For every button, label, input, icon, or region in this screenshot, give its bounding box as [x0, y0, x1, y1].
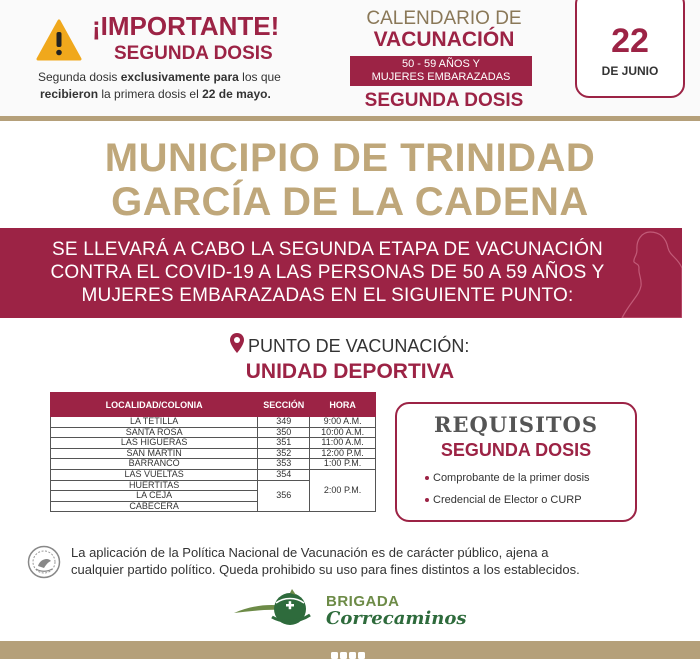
announcement-text	[30, 238, 625, 307]
national-seal-icon	[27, 545, 61, 579]
calendar-dose-label: SEGUNDA DOSIS	[364, 90, 524, 111]
municipality-title-line2: GARCÍA DE LA CADENA	[111, 180, 589, 224]
twitter-icon[interactable]	[340, 652, 347, 659]
legal-notice-line2: cualquier partido político. Queda prohibido su uso para fines distintos a los establecidos.	[71, 562, 580, 577]
locality-cell: LAS HIGUERAS	[51, 438, 258, 449]
date-month: DE JUNIO	[601, 64, 659, 78]
calendar-title-line1: CALENDARIO DE	[366, 8, 522, 29]
column-header-section: SECCIÓN	[258, 393, 310, 417]
section-cell: 352	[258, 448, 310, 459]
schedule-grid	[50, 392, 376, 512]
calendar-title-line2: VACUNACIÓN	[373, 28, 515, 51]
announcement-line3: MUJERES EMBARAZADAS EN EL SIGUIENTE PUNTO:	[81, 285, 574, 306]
date-day: 22	[611, 22, 649, 60]
bullet-icon	[425, 498, 429, 502]
time-cell: 11:00 A.M.	[310, 438, 376, 449]
calendar-age-line2: MUJERES EMBARAZADAS	[371, 71, 511, 83]
announcement-line1: SE LLEVARÁ A CABO LA SEGUNDA ETAPA DE VACUNACIÓN	[52, 239, 603, 260]
second-dose-note-line1: Segunda dosis exclusivamente para los que	[38, 70, 281, 84]
date-badge	[575, 0, 685, 98]
table-header-row	[51, 393, 376, 417]
section-cell: 354	[258, 469, 310, 480]
vaccination-point-name: UNIDAD DEPORTIVA	[245, 360, 455, 383]
locality-cell: SANTA ROSA	[51, 427, 258, 438]
locality-cell: HUERTITAS	[51, 480, 258, 491]
requirements-subtitle: SEGUNDA DOSIS	[440, 440, 592, 460]
section-cell: 356	[258, 480, 310, 512]
legal-notice-line1: La aplicación de la Política Nacional de Vacunación es de carácter público, ajena a	[71, 545, 549, 560]
brigade-name-line1: BRIGADA	[326, 593, 400, 610]
social-media-icons	[331, 646, 367, 659]
brigade-name-line2: Correcaminos	[326, 608, 467, 629]
facebook-icon[interactable]	[331, 652, 338, 659]
time-cell: 9:00 A.M.	[310, 417, 376, 428]
header	[0, 0, 700, 118]
brigada-logo-icon	[232, 587, 322, 637]
time-cell: 10:00 A.M.	[310, 427, 376, 438]
woman-silhouette-icon	[612, 228, 682, 318]
announcement-line2: CONTRA EL COVID-19 A LAS PERSONAS DE 50 A 59 AÑOS Y	[50, 262, 605, 283]
time-cell: 1:00 P.M.	[310, 459, 376, 470]
calendar-age-box	[350, 56, 532, 86]
section-cell: 349	[258, 417, 310, 428]
column-header-locality: LOCALIDAD/COLONIA	[51, 393, 258, 417]
table-row	[51, 448, 376, 459]
announcement-banner	[0, 228, 682, 318]
locality-cell: SAN MARTÍN	[51, 448, 258, 459]
requirement-item: Comprobante de la primer dosis	[425, 472, 590, 484]
section-cell: 351	[258, 438, 310, 449]
locality-cell: BARRANCO	[51, 459, 258, 470]
locality-cell: CABECERA	[51, 501, 258, 512]
youtube-icon[interactable]	[358, 652, 365, 659]
table-row	[51, 459, 376, 470]
important-title: ¡IMPORTANTE!	[92, 11, 280, 41]
warning-icon	[36, 19, 82, 61]
location-pin-icon	[229, 332, 245, 354]
instagram-icon[interactable]	[349, 652, 356, 659]
section-cell: 350	[258, 427, 310, 438]
requirements-title: REQUISITOS	[434, 412, 598, 437]
locality-cell: LAS VUELTAS	[51, 469, 258, 480]
calendar-age-line1: 50 - 59 AÑOS Y	[401, 58, 481, 70]
municipality-title-line1: MUNICIPIO DE TRINIDAD	[104, 136, 596, 180]
bullet-icon	[425, 476, 429, 480]
footer-bar	[0, 641, 700, 659]
second-dose-note-line2: recibieron la primera dosis el 22 de mayo.	[40, 87, 271, 101]
requirements-card	[395, 402, 637, 522]
time-cell: 12:00 P.M.	[310, 448, 376, 459]
header-divider	[0, 116, 700, 121]
column-header-time: HORA	[310, 393, 376, 417]
locality-cell: LA TETILLA	[51, 417, 258, 428]
table-row	[51, 417, 376, 428]
vaccination-point-value	[0, 360, 700, 384]
time-cell: 2:00 P.M.	[310, 469, 376, 511]
requirement-item: Credencial de Elector o CURP	[425, 494, 582, 506]
table-row	[51, 427, 376, 438]
important-subtitle: SEGUNDA DOSIS	[114, 43, 273, 64]
section-cell: 353	[258, 459, 310, 470]
table-row	[51, 469, 376, 480]
schedule-table	[50, 392, 376, 512]
vaccination-point-label: PUNTO DE VACUNACIÓN:	[248, 336, 470, 356]
locality-cell: LA CEJA	[51, 491, 258, 502]
table-row	[51, 438, 376, 449]
